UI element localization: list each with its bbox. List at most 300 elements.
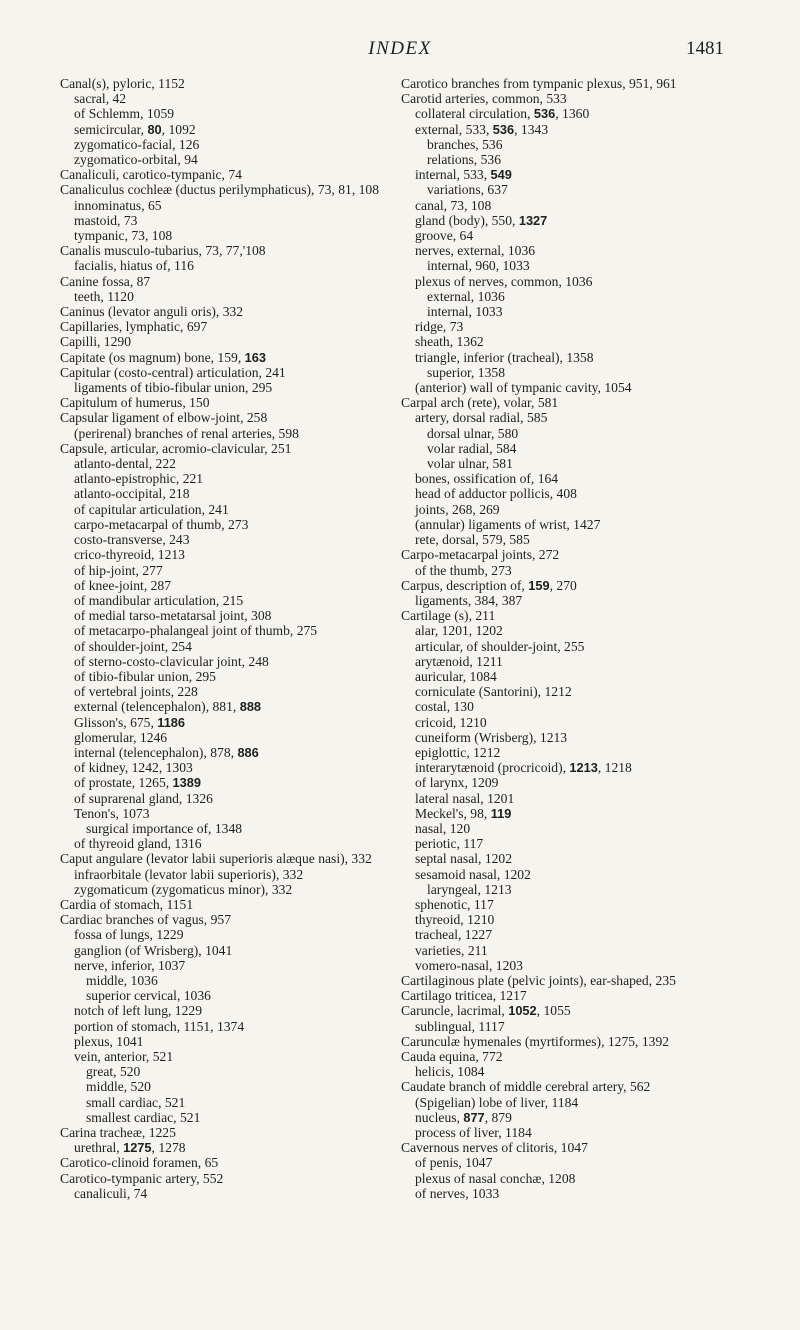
- index-subentry: [60, 715, 390, 730]
- index-subentry: [60, 639, 390, 654]
- index-subentry: [60, 806, 390, 821]
- index-subentry: [60, 684, 390, 699]
- entry-text: costal, 130: [415, 699, 474, 715]
- index-subentry: [60, 745, 390, 760]
- index-entry: [401, 988, 753, 1003]
- index-subentry: [401, 1110, 753, 1125]
- entry-text: tympanic, 73, 108: [74, 228, 173, 244]
- entry-text: Carina tracheæ, 1225: [60, 1125, 176, 1141]
- index-subentry: [60, 1140, 390, 1155]
- entry-text: Caudate branch of middle cerebral artery, 562: [401, 1079, 651, 1095]
- entry-text: alar, 1201, 1202: [415, 623, 503, 639]
- entry-text: external, 533,: [415, 121, 493, 137]
- bold-page-ref: 886: [237, 744, 259, 760]
- index-subentry: [60, 517, 390, 532]
- entry-text: lateral nasal, 1201: [415, 790, 515, 806]
- entry-text: atlanto-epistrophic, 221: [74, 471, 204, 487]
- index-subentry: [401, 532, 753, 547]
- index-subentry: [401, 1186, 753, 1201]
- index-subentry: [401, 882, 753, 897]
- entry-text: ligaments of tibio-fibular union, 295: [74, 380, 273, 396]
- entry-text: costo-transverse, 243: [74, 532, 190, 548]
- index-entry: [60, 350, 390, 365]
- entry-text: sacral, 42: [74, 91, 127, 107]
- index-subentry: [401, 441, 753, 456]
- index-subentry: [60, 943, 390, 958]
- index-subentry: [401, 137, 753, 152]
- index-subentry: [401, 334, 753, 349]
- entry-text: Capsular ligament of elbow-joint, 258: [60, 410, 268, 426]
- entry-text: canaliculi, 74: [74, 1185, 148, 1201]
- entry-text: superior, 1358: [427, 364, 505, 380]
- entry-text: varieties, 211: [415, 942, 488, 958]
- entry-text: mastoid, 73: [74, 212, 138, 228]
- index-subentry: [60, 471, 390, 486]
- entry-text: of mandibular articulation, 215: [74, 592, 244, 608]
- index-subentry: [401, 350, 753, 365]
- entry-text: of hip-joint, 277: [74, 562, 163, 578]
- entry-text: middle, 520: [86, 1079, 151, 1095]
- entry-text: Cavernous nerves of clitoris, 1047: [401, 1140, 588, 1156]
- bold-page-ref: 536: [533, 106, 556, 122]
- entry-text: Carotico-tympanic artery, 552: [60, 1170, 224, 1186]
- index-subentry: [60, 867, 390, 882]
- entry-text: of suprarenal gland, 1326: [74, 790, 213, 806]
- entry-text: nasal, 120: [415, 820, 471, 836]
- index-entry: [60, 1125, 390, 1140]
- entry-text: ridge, 73: [415, 319, 464, 335]
- entry-text: Carotid arteries, common, 533: [401, 91, 567, 107]
- index-subentry: [401, 745, 753, 760]
- index-entry: [60, 395, 390, 410]
- entry-text: collateral circulation,: [415, 106, 534, 122]
- entry-text: internal, 533,: [415, 167, 491, 183]
- entry-text: portion of stomach, 1151, 1374: [74, 1018, 245, 1034]
- index-subentry: [60, 106, 390, 121]
- entry-text: dorsal ulnar, 580: [427, 425, 519, 441]
- entry-text: Cardiac branches of vagus, 957: [60, 912, 231, 928]
- index-subentry: [60, 228, 390, 243]
- entry-text: superior cervical, 1036: [86, 988, 211, 1004]
- entry-text: volar radial, 584: [427, 440, 517, 456]
- index-column-left: [60, 76, 390, 1201]
- entry-text: ganglion (of Wrisberg), 1041: [74, 942, 233, 958]
- index-subentry: [401, 289, 753, 304]
- index-subentry: [60, 1186, 390, 1201]
- entry-text: Canalis musculo-tubarius, 73, 77,'108: [60, 243, 266, 259]
- index-entry: [401, 973, 753, 988]
- index-subentry: [60, 821, 390, 836]
- index-subentry: [401, 1171, 753, 1186]
- bold-page-ref: 1186: [157, 714, 186, 730]
- index-subentry: [60, 547, 390, 562]
- entry-text: , 1218: [597, 760, 632, 776]
- entry-text: sesamoid nasal, 1202: [415, 866, 531, 882]
- index-entry: [60, 167, 390, 182]
- index-subentry: [60, 973, 390, 988]
- entry-text: of knee-joint, 287: [74, 577, 172, 593]
- index-subentry: [401, 730, 753, 745]
- index-subentry: [60, 1079, 390, 1094]
- index-subentry: [401, 775, 753, 790]
- index-entry: [60, 1155, 390, 1170]
- index-subentry: [401, 760, 753, 775]
- entry-text: Cartilaginous plate (pelvic joints), ear-shaped, 235: [401, 972, 676, 988]
- index-subentry: [401, 213, 753, 228]
- entry-text: (anterior) wall of tympanic cavity, 1054: [415, 380, 632, 396]
- index-entry: [401, 608, 753, 623]
- entry-text: Canaliculi, carotico-tympanic, 74: [60, 167, 242, 183]
- index-entry: [60, 274, 390, 289]
- entry-text: Tenon's, 1073: [74, 805, 150, 821]
- entry-text: Capillaries, lymphatic, 697: [60, 319, 208, 335]
- entry-text: nucleus,: [415, 1109, 464, 1125]
- entry-text: cuneiform (Wrisberg), 1213: [415, 729, 568, 745]
- index-subentry: [401, 152, 753, 167]
- index-subentry: [401, 912, 753, 927]
- index-subentry: [401, 243, 753, 258]
- entry-text: Meckel's, 98,: [415, 805, 491, 821]
- entry-text: rete, dorsal, 579, 585: [415, 532, 530, 548]
- index-subentry: [60, 380, 390, 395]
- entry-text: teeth, 1120: [74, 288, 134, 304]
- index-entry: [401, 76, 753, 91]
- index-entry: [401, 395, 753, 410]
- entry-text: Caruncle, lacrimal,: [401, 1003, 509, 1019]
- entry-text: Cartilago triticea, 1217: [401, 988, 527, 1004]
- entry-text: (perirenal) branches of renal arteries, 598: [74, 425, 299, 441]
- index-subentry: [60, 213, 390, 228]
- index-subentry: [60, 1019, 390, 1034]
- entry-text: of penis, 1047: [415, 1155, 493, 1171]
- index-subentry: [401, 365, 753, 380]
- index-subentry: [60, 1003, 390, 1018]
- entry-text: , 1360: [555, 106, 590, 122]
- entry-text: internal, 960, 1033: [427, 258, 530, 274]
- entry-text: internal (telencephalon), 878,: [74, 744, 238, 760]
- entry-text: nerves, external, 1036: [415, 243, 536, 259]
- index-subentry: [60, 1064, 390, 1079]
- entry-text: fossa of lungs, 1229: [74, 927, 184, 943]
- entry-text: groove, 64: [415, 228, 474, 244]
- entry-text: Carunculæ hymenales (myrtiformes), 1275, 1392: [401, 1033, 670, 1049]
- entry-text: of kidney, 1242, 1303: [74, 760, 193, 776]
- entry-text: of vertebral joints, 228: [74, 684, 198, 700]
- index-subentry: [401, 821, 753, 836]
- entry-text: of tibio-fibular union, 295: [74, 668, 216, 684]
- entry-text: Carpo-metacarpal joints, 272: [401, 547, 560, 563]
- index-subentry: [60, 699, 390, 714]
- entry-text: periotic, 117: [415, 836, 484, 852]
- entry-text: Capsule, articular, acromio-clavicular, 251: [60, 440, 292, 456]
- index-subentry: [60, 988, 390, 1003]
- entry-text: auricular, 1084: [415, 668, 497, 684]
- index-entry: [401, 91, 753, 106]
- entry-text: bones, ossification of, 164: [415, 471, 559, 487]
- index-subentry: [60, 882, 390, 897]
- index-subentry: [401, 927, 753, 942]
- index-subentry: [401, 517, 753, 532]
- entry-text: glomerular, 1246: [74, 729, 168, 745]
- entry-text: Caput angulare (levator labii superioris alæque nasi), 332: [60, 851, 372, 867]
- entry-text: zygomaticum (zygomaticus minor), 332: [74, 881, 293, 897]
- index-subentry: [60, 791, 390, 806]
- entry-text: carpo-metacarpal of thumb, 273: [74, 516, 249, 532]
- bold-page-ref: 549: [490, 167, 512, 183]
- index-subentry: [401, 122, 753, 137]
- index-subentry: [60, 623, 390, 638]
- entry-text: vomero-nasal, 1203: [415, 957, 523, 973]
- entry-text: Canine fossa, 87: [60, 273, 151, 289]
- entry-text: Carpus, description of,: [401, 577, 529, 593]
- index-subentry: [401, 897, 753, 912]
- entry-text: of metacarpo-phalangeal joint of thumb, 275: [74, 623, 318, 639]
- index-subentry: [401, 198, 753, 213]
- entry-text: , 1092: [161, 121, 196, 137]
- entry-text: process of liver, 1184: [415, 1125, 532, 1141]
- entry-text: , 879: [484, 1109, 512, 1125]
- entry-text: laryngeal, 1213: [427, 881, 512, 897]
- entry-text: (Spigelian) lobe of liver, 1184: [415, 1094, 579, 1110]
- index-subentry: [60, 593, 390, 608]
- entry-text: triangle, inferior (tracheal), 1358: [415, 349, 594, 365]
- index-subentry: [60, 927, 390, 942]
- index-subentry: [60, 775, 390, 790]
- entry-text: infraorbitale (levator labii superioris), 332: [74, 866, 304, 882]
- entry-text: crico-thyreoid, 1213: [74, 547, 185, 563]
- entry-text: interarytænoid (procricoid),: [415, 760, 570, 776]
- index-subentry: [401, 563, 753, 578]
- entry-text: helicis, 1084: [415, 1064, 485, 1080]
- index-subentry: [401, 228, 753, 243]
- index-subentry: [401, 1064, 753, 1079]
- entry-text: external (telencephalon), 881,: [74, 699, 240, 715]
- entry-text: surgical importance of, 1348: [86, 820, 243, 836]
- index-subentry: [401, 836, 753, 851]
- index-subentry: [401, 1125, 753, 1140]
- index-subentry: [60, 578, 390, 593]
- index-subentry: [401, 106, 753, 121]
- entry-text: , 1278: [151, 1140, 186, 1156]
- index-subentry: [60, 1110, 390, 1125]
- entry-text: notch of left lung, 1229: [74, 1003, 202, 1019]
- entry-text: , 1055: [536, 1003, 571, 1019]
- index-entry: [60, 334, 390, 349]
- entry-text: Capitular (costo-central) articulation, 241: [60, 364, 286, 380]
- entry-text: Carotico branches from tympanic plexus, 951, 961: [401, 76, 677, 91]
- entry-text: sheath, 1362: [415, 334, 484, 350]
- entry-text: Capitulum of humerus, 150: [60, 395, 210, 411]
- index-entry: [60, 182, 390, 197]
- entry-text: internal, 1033: [427, 304, 503, 320]
- index-entry: [60, 76, 390, 91]
- index-subentry: [60, 1095, 390, 1110]
- index-subentry: [401, 715, 753, 730]
- entry-text: relations, 536: [427, 152, 501, 168]
- entry-text: branches, 536: [427, 136, 503, 152]
- entry-text: atlanto-occipital, 218: [74, 486, 190, 502]
- entry-text: volar ulnar, 581: [427, 456, 513, 472]
- entry-text: smallest cardiac, 521: [86, 1109, 201, 1125]
- entry-text: artery, dorsal radial, 585: [415, 410, 548, 426]
- entry-text: of medial tarso-metatarsal joint, 308: [74, 608, 272, 624]
- index-entry: [60, 304, 390, 319]
- entry-text: zygomatico-facial, 126: [74, 136, 200, 152]
- entry-text: of shoulder-joint, 254: [74, 638, 192, 654]
- index-subentry: [401, 274, 753, 289]
- index-subentry: [401, 471, 753, 486]
- entry-text: sublingual, 1117: [415, 1018, 505, 1034]
- entry-text: of sterno-costo-clavicular joint, 248: [74, 653, 269, 669]
- entry-text: Capitate (os magnum) bone, 159,: [60, 349, 245, 365]
- entry-text: Canaliculus cochleæ (ductus perilymphaticus), 73, 81, 108: [60, 182, 380, 198]
- index-subentry: [401, 1019, 753, 1034]
- entry-text: semicircular,: [74, 121, 148, 137]
- entry-text: cricoid, 1210: [415, 714, 487, 730]
- entry-text: articular, of shoulder-joint, 255: [415, 638, 585, 654]
- index-subentry: [401, 1155, 753, 1170]
- entry-text: Caninus (levator anguli oris), 332: [60, 304, 244, 320]
- entry-text: zygomatico-orbital, 94: [74, 152, 198, 168]
- index-subentry: [401, 851, 753, 866]
- index-subentry: [60, 289, 390, 304]
- bold-page-ref: 119: [490, 805, 512, 821]
- index-entry: [401, 1003, 753, 1018]
- index-entry: [401, 547, 753, 562]
- entry-text: of Schlemm, 1059: [74, 106, 175, 122]
- bold-page-ref: 80: [147, 121, 162, 137]
- index-entry: [60, 365, 390, 380]
- entry-text: Carotico-clinoid foramen, 65: [60, 1155, 219, 1171]
- index-subentry: [60, 486, 390, 501]
- index-entry: [60, 912, 390, 927]
- bold-page-ref: 1389: [172, 775, 202, 791]
- index-entry: [401, 1140, 753, 1155]
- entry-text: variations, 637: [427, 182, 508, 198]
- index-subentry: [60, 563, 390, 578]
- index-subentry: [60, 760, 390, 775]
- entry-text: plexus of nerves, common, 1036: [415, 273, 593, 289]
- entry-text: Cartilage (s), 211: [401, 608, 496, 624]
- entry-text: nerve, inferior, 1037: [74, 957, 186, 973]
- index-entry: [401, 1034, 753, 1049]
- index-subentry: [60, 152, 390, 167]
- entry-text: external, 1036: [427, 288, 505, 304]
- bold-page-ref: 1213: [569, 760, 598, 776]
- entry-text: great, 520: [86, 1064, 141, 1080]
- index-subentry: [60, 426, 390, 441]
- page-number: 1481: [686, 38, 724, 59]
- index-entry: [60, 243, 390, 258]
- entry-text: ligaments, 384, 387: [415, 592, 523, 608]
- index-subentry: [401, 791, 753, 806]
- bold-page-ref: 1275: [123, 1140, 152, 1156]
- index-subentry: [60, 258, 390, 273]
- bold-page-ref: 888: [239, 699, 262, 715]
- entry-text: Canal(s), pyloric, 1152: [60, 76, 185, 91]
- entry-text: of larynx, 1209: [415, 775, 499, 791]
- entry-text: thyreoid, 1210: [415, 912, 495, 928]
- index-subentry: [401, 410, 753, 425]
- index-subentry: [60, 730, 390, 745]
- entry-text: plexus, 1041: [74, 1033, 144, 1049]
- entry-text: urethral,: [74, 1140, 124, 1156]
- entry-text: Capilli, 1290: [60, 334, 131, 350]
- entry-text: innominatus, 65: [74, 197, 162, 213]
- entry-text: head of adductor pollicis, 408: [415, 486, 577, 502]
- index-subentry: [401, 502, 753, 517]
- entry-text: canal, 73, 108: [415, 197, 492, 213]
- entry-text: of nerves, 1033: [415, 1185, 500, 1201]
- index-subentry: [401, 654, 753, 669]
- bold-page-ref: 1327: [518, 212, 548, 228]
- entry-text: plexus of nasal conchæ, 1208: [415, 1170, 576, 1186]
- index-subentry: [401, 684, 753, 699]
- index-subentry: [60, 958, 390, 973]
- index-subentry: [60, 122, 390, 137]
- index-entry: [60, 1171, 390, 1186]
- entry-text: of thyreoid gland, 1316: [74, 836, 202, 852]
- index-subentry: [60, 198, 390, 213]
- entry-text: Cardia of stomach, 1151: [60, 896, 194, 912]
- index-subentry: [401, 304, 753, 319]
- index-subentry: [60, 91, 390, 106]
- entry-text: facialis, hiatus of, 116: [74, 258, 194, 274]
- index-subentry: [401, 669, 753, 684]
- index-subentry: [60, 669, 390, 684]
- entry-text: of prostate, 1265,: [74, 775, 173, 791]
- index-subentry: [60, 1049, 390, 1064]
- entry-text: epiglottic, 1212: [415, 744, 501, 760]
- entry-text: sphenotic, 117: [415, 896, 494, 912]
- entry-text: of capitular articulation, 241: [74, 501, 229, 517]
- index-subentry: [60, 137, 390, 152]
- index-subentry: [401, 380, 753, 395]
- index-entry: [60, 410, 390, 425]
- entry-text: , 270: [549, 577, 577, 593]
- index-subentry: [60, 502, 390, 517]
- entry-text: septal nasal, 1202: [415, 851, 513, 867]
- index-entry: [401, 1049, 753, 1064]
- index-entry: [60, 441, 390, 456]
- index-subentry: [401, 806, 753, 821]
- index-subentry: [401, 623, 753, 638]
- entry-text: gland (body), 550,: [415, 212, 519, 228]
- index-subentry: [60, 456, 390, 471]
- entry-text: arytænoid, 1211: [415, 653, 503, 669]
- entry-text: small cardiac, 521: [86, 1094, 186, 1110]
- index-subentry: [401, 943, 753, 958]
- bold-page-ref: 877: [463, 1109, 485, 1125]
- index-subentry: [401, 319, 753, 334]
- index-subentry: [401, 699, 753, 714]
- entry-text: vein, anterior, 521: [74, 1049, 174, 1064]
- index-subentry: [60, 608, 390, 623]
- index-subentry: [401, 258, 753, 273]
- entry-text: joints, 268, 269: [415, 501, 500, 517]
- index-entry: [60, 851, 390, 866]
- index-subentry: [401, 593, 753, 608]
- index-subentry: [401, 167, 753, 182]
- bold-page-ref: 1052: [508, 1003, 537, 1019]
- running-title: INDEX: [368, 38, 432, 59]
- index-subentry: [401, 182, 753, 197]
- entry-text: Glisson's, 675,: [74, 714, 158, 730]
- entry-text: corniculate (Santorini), 1212: [415, 684, 572, 700]
- index-subentry: [401, 456, 753, 471]
- index-entry: [60, 897, 390, 912]
- index-subentry: [401, 426, 753, 441]
